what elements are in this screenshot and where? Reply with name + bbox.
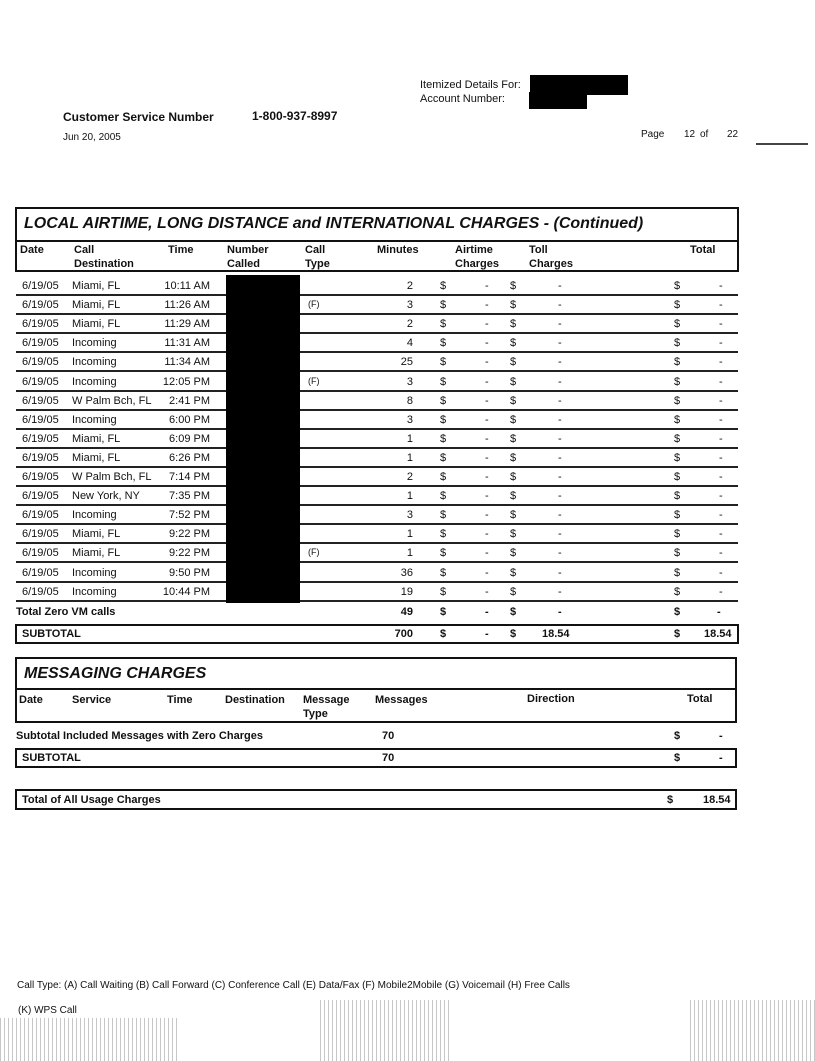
- col-toll-charges: Toll Charges: [529, 244, 574, 270]
- call-destination: Incoming: [72, 337, 117, 350]
- call-minutes: 3: [406, 413, 413, 426]
- call-row: [16, 334, 738, 353]
- airtime-charge: -: [485, 413, 489, 426]
- currency-sign: $: [510, 490, 517, 503]
- currency-sign: $: [440, 566, 447, 579]
- currency-sign: $: [510, 566, 517, 579]
- call-destination: Incoming: [72, 509, 117, 522]
- airtime-charge: -: [485, 394, 489, 407]
- toll-charge: -: [558, 547, 562, 560]
- currency-sign: $: [510, 547, 517, 560]
- included-messages-label: Subtotal Included Messages with Zero Charges: [16, 730, 263, 742]
- call-date: 6/19/05: [22, 528, 59, 541]
- call-date: 6/19/05: [22, 451, 59, 464]
- currency-sign: $: [440, 606, 447, 618]
- currency-sign: $: [510, 318, 517, 331]
- call-date: 6/19/05: [22, 509, 59, 522]
- toll-charge: -: [558, 509, 562, 522]
- airtime-charge: -: [485, 280, 489, 292]
- call-date: 6/19/05: [22, 471, 59, 483]
- currency-sign: $: [510, 394, 517, 407]
- currency-sign: $: [440, 547, 447, 560]
- call-row: [16, 392, 738, 411]
- airtime-charge: -: [485, 585, 489, 598]
- call-time: 10:11 AM: [164, 280, 210, 292]
- messaging-subtotal-row: [16, 749, 738, 768]
- call-row: [16, 564, 738, 583]
- call-time: 7:14 PM: [169, 471, 210, 483]
- msg-col-destination: Destination: [225, 694, 285, 706]
- currency-sign: $: [674, 606, 681, 618]
- calls-subtotal-row: [16, 625, 738, 644]
- messaging-subtotal-label: SUBTOTAL: [22, 752, 81, 764]
- col-call-type: Call Type: [305, 244, 330, 270]
- toll-charge: -: [558, 451, 562, 464]
- call-date: 6/19/05: [22, 375, 59, 388]
- msg-col-direction: Direction: [527, 693, 575, 705]
- currency-sign: $: [674, 394, 681, 407]
- row-total: -: [719, 318, 723, 331]
- toll-charge: -: [558, 490, 562, 503]
- included-messages-total: -: [719, 730, 723, 742]
- col-airtime-charges: Airtime Charges: [455, 244, 500, 270]
- toll-charge: -: [558, 528, 562, 541]
- zero-vm-label: Total Zero VM calls: [16, 606, 116, 618]
- toll-charge: -: [558, 471, 562, 483]
- call-row: [16, 411, 738, 430]
- call-date: 6/19/05: [22, 299, 59, 312]
- airtime-charge: -: [485, 432, 489, 445]
- call-minutes: 4: [406, 337, 413, 350]
- row-total: -: [719, 528, 723, 541]
- calls-subtotal-label: SUBTOTAL: [22, 628, 81, 640]
- row-total: -: [719, 413, 723, 426]
- redacted-account-number: [529, 92, 587, 109]
- included-messages-count: 70: [382, 730, 395, 742]
- call-time: 2:41 PM: [169, 394, 210, 407]
- currency-sign: $: [440, 628, 447, 640]
- call-minutes: 1: [406, 432, 413, 445]
- row-total: -: [719, 471, 723, 483]
- scan-noise: [0, 1018, 180, 1061]
- currency-sign: $: [674, 413, 681, 426]
- call-date: 6/19/05: [22, 566, 59, 579]
- call-destination: W Palm Bch, FL: [72, 471, 152, 483]
- call-time: 11:29 AM: [164, 318, 210, 331]
- currency-sign: $: [674, 528, 681, 541]
- toll-charge: -: [558, 432, 562, 445]
- calls-section-title: LOCAL AIRTIME, LONG DISTANCE and INTERNATIONAL CHARGES - (Continued): [24, 215, 644, 232]
- airtime-charge: -: [485, 471, 489, 483]
- airtime-charge: -: [485, 490, 489, 503]
- page-number: 12: [684, 129, 696, 140]
- currency-sign: $: [510, 432, 517, 445]
- call-time: 11:31 AM: [164, 337, 210, 350]
- call-destination: Miami, FL: [72, 547, 121, 560]
- call-destination: W Palm Bch, FL: [72, 394, 152, 407]
- airtime-charge: -: [485, 451, 489, 464]
- call-time: 9:50 PM: [169, 566, 210, 579]
- currency-sign: $: [510, 585, 517, 598]
- call-type: (F): [308, 299, 320, 310]
- call-minutes: 25: [400, 356, 413, 369]
- row-total: -: [719, 509, 723, 522]
- airtime-charge: -: [485, 299, 489, 312]
- call-destination: Miami, FL: [72, 528, 121, 541]
- currency-sign: $: [674, 356, 681, 369]
- currency-sign: $: [440, 585, 447, 598]
- currency-sign: $: [674, 299, 681, 312]
- zero-vm-toll: -: [558, 606, 562, 618]
- currency-sign: $: [440, 394, 447, 407]
- airtime-charge: -: [485, 528, 489, 541]
- msg-col-message-type: Message Type: [303, 694, 350, 720]
- col-total: Total: [690, 244, 716, 256]
- customer-service-number: 1-800-937-8997: [252, 109, 338, 123]
- call-date: 6/19/05: [22, 394, 59, 407]
- call-row: [16, 487, 738, 506]
- call-destination: New York, NY: [72, 490, 140, 503]
- call-time: 12:05 PM: [162, 375, 210, 388]
- row-total: -: [719, 299, 723, 312]
- currency-sign: $: [674, 490, 681, 503]
- call-minutes: 3: [406, 509, 413, 522]
- toll-charge: -: [558, 394, 562, 407]
- call-minutes: 2: [406, 280, 413, 292]
- toll-charge: -: [558, 566, 562, 579]
- statement-date: Jun 20, 2005: [63, 132, 121, 143]
- call-row: [16, 353, 738, 372]
- currency-sign: $: [674, 375, 681, 388]
- call-minutes: 2: [406, 318, 413, 331]
- currency-sign: $: [674, 628, 681, 640]
- currency-sign: $: [440, 471, 447, 483]
- row-total: -: [719, 337, 723, 350]
- calls-subtotal-minutes: 700: [394, 628, 413, 640]
- call-date: 6/19/05: [22, 585, 59, 598]
- call-time: 6:09 PM: [169, 432, 210, 445]
- currency-sign: $: [510, 451, 517, 464]
- call-date: 6/19/05: [22, 280, 59, 292]
- row-total: -: [719, 451, 723, 464]
- row-divider: [16, 600, 738, 602]
- airtime-charge: -: [485, 356, 489, 369]
- call-time: 6:00 PM: [169, 413, 210, 426]
- call-time: 7:35 PM: [169, 490, 210, 503]
- airtime-charge: -: [485, 337, 489, 350]
- currency-sign: $: [510, 471, 517, 483]
- col-date: Date: [20, 244, 44, 256]
- account-number-label: Account Number:: [420, 93, 505, 105]
- call-destination: Incoming: [72, 585, 117, 598]
- call-row: [16, 373, 738, 392]
- row-total: -: [719, 280, 723, 292]
- msg-col-date: Date: [19, 694, 43, 706]
- call-time: 11:26 AM: [164, 299, 210, 312]
- messaging-subtotal-count: 70: [382, 752, 395, 764]
- call-minutes: 1: [406, 451, 413, 464]
- currency-sign: $: [440, 337, 447, 350]
- row-total: -: [719, 394, 723, 407]
- toll-charge: -: [558, 280, 562, 292]
- currency-sign: $: [674, 566, 681, 579]
- redacted-numbers-called: [226, 275, 300, 603]
- scan-noise: [320, 1000, 450, 1061]
- call-destination: Incoming: [72, 566, 117, 579]
- currency-sign: $: [510, 299, 517, 312]
- row-total: -: [719, 547, 723, 560]
- call-type-legend: Call Type: (A) Call Waiting (B) Call Forward (C) Conference Call (E) Data/Fax (F) Mobile2Mobile (G) Voicemail (H) Free Calls: [17, 980, 570, 991]
- call-minutes: 1: [406, 547, 413, 560]
- page-of-label: of: [700, 129, 709, 140]
- call-minutes: 3: [406, 375, 413, 388]
- currency-sign: $: [440, 509, 447, 522]
- zero-vm-minutes: 49: [400, 606, 413, 618]
- currency-sign: $: [510, 413, 517, 426]
- call-destination: Miami, FL: [72, 451, 121, 464]
- call-minutes: 3: [406, 299, 413, 312]
- currency-sign: $: [510, 375, 517, 388]
- grand-total-label: Total of All Usage Charges: [22, 794, 161, 806]
- call-row: [16, 296, 738, 315]
- col-time: Time: [168, 244, 194, 256]
- currency-sign: $: [440, 318, 447, 331]
- page-total: 22: [727, 129, 739, 140]
- call-time: 10:44 PM: [162, 585, 210, 598]
- col-number-called: Number Called: [227, 244, 269, 270]
- call-date: 6/19/05: [22, 356, 59, 369]
- currency-sign: $: [674, 280, 681, 292]
- currency-sign: $: [440, 528, 447, 541]
- call-time: 7:52 PM: [169, 509, 210, 522]
- currency-sign: $: [674, 318, 681, 331]
- currency-sign: $: [440, 375, 447, 388]
- currency-sign: $: [510, 356, 517, 369]
- currency-sign: $: [440, 490, 447, 503]
- toll-charge: -: [558, 585, 562, 598]
- row-total: -: [719, 375, 723, 388]
- row-total: -: [719, 490, 723, 503]
- call-row: [16, 583, 738, 602]
- call-row: [16, 506, 738, 525]
- zero-vm-airtime: -: [485, 606, 489, 618]
- call-row: [16, 277, 738, 296]
- toll-charge: -: [558, 413, 562, 426]
- toll-charge: -: [558, 299, 562, 312]
- scan-noise: [690, 1000, 815, 1061]
- currency-sign: $: [674, 337, 681, 350]
- grand-total-row: [16, 791, 738, 810]
- airtime-charge: -: [485, 375, 489, 388]
- call-row: [16, 468, 738, 487]
- page-label: Page: [641, 129, 665, 140]
- call-row: [16, 544, 738, 563]
- msg-col-service: Service: [72, 694, 112, 706]
- included-messages-row: [16, 727, 738, 746]
- airtime-charge: -: [485, 318, 489, 331]
- call-time: 6:26 PM: [169, 451, 210, 464]
- call-destination: Incoming: [72, 413, 117, 426]
- toll-charge: -: [558, 337, 562, 350]
- margin-mark: [756, 143, 808, 145]
- msg-col-messages: Messages: [375, 694, 428, 706]
- call-destination: Incoming: [72, 356, 117, 369]
- call-minutes: 1: [406, 490, 413, 503]
- toll-charge: -: [558, 318, 562, 331]
- toll-charge: -: [558, 375, 562, 388]
- currency-sign: $: [440, 356, 447, 369]
- currency-sign: $: [674, 432, 681, 445]
- currency-sign: $: [510, 628, 517, 640]
- call-type: (F): [308, 375, 320, 386]
- row-total: -: [719, 356, 723, 369]
- currency-sign: $: [440, 451, 447, 464]
- call-date: 6/19/05: [22, 318, 59, 331]
- itemized-details-label: Itemized Details For:: [420, 79, 521, 91]
- call-date: 6/19/05: [22, 432, 59, 445]
- row-total: -: [719, 566, 723, 579]
- currency-sign: $: [440, 432, 447, 445]
- currency-sign: $: [510, 528, 517, 541]
- calls-subtotal-airtime: -: [485, 628, 489, 640]
- call-time: 9:22 PM: [169, 547, 210, 560]
- call-minutes: 2: [406, 471, 413, 483]
- call-row: [16, 525, 738, 544]
- currency-sign: $: [674, 585, 681, 598]
- grand-total-value: 18.54: [703, 794, 731, 806]
- currency-sign: $: [674, 752, 681, 764]
- call-minutes: 36: [400, 566, 413, 579]
- msg-col-total: Total: [687, 693, 713, 705]
- call-date: 6/19/05: [22, 490, 59, 503]
- currency-sign: $: [510, 337, 517, 350]
- col-call-destination: Call Destination: [74, 244, 134, 270]
- currency-sign: $: [510, 280, 517, 292]
- call-destination: Miami, FL: [72, 299, 121, 312]
- msg-col-time: Time: [167, 694, 193, 706]
- call-row: [16, 430, 738, 449]
- currency-sign: $: [674, 547, 681, 560]
- row-total: -: [719, 432, 723, 445]
- currency-sign: $: [440, 299, 447, 312]
- messaging-section-title: MESSAGING CHARGES: [24, 665, 207, 682]
- col-minutes: Minutes: [377, 244, 419, 256]
- call-time: 11:34 AM: [164, 356, 210, 369]
- calls-subtotal-toll: 18.54: [542, 628, 570, 640]
- airtime-charge: -: [485, 566, 489, 579]
- call-minutes: 1: [406, 528, 413, 541]
- zero-vm-row: [16, 603, 738, 622]
- currency-sign: $: [510, 509, 517, 522]
- call-date: 6/19/05: [22, 547, 59, 560]
- call-row: [16, 449, 738, 468]
- call-destination: Miami, FL: [72, 432, 121, 445]
- call-type-legend-line2: (K) WPS Call: [18, 1005, 77, 1016]
- airtime-charge: -: [485, 547, 489, 560]
- call-minutes: 8: [406, 394, 413, 407]
- row-total: -: [719, 585, 723, 598]
- call-time: 9:22 PM: [169, 528, 210, 541]
- toll-charge: -: [558, 356, 562, 369]
- call-date: 6/19/05: [22, 413, 59, 426]
- messaging-subtotal-total: -: [719, 752, 723, 764]
- currency-sign: $: [440, 280, 447, 292]
- call-date: 6/19/05: [22, 337, 59, 350]
- zero-vm-total: -: [717, 606, 721, 618]
- call-destination: Miami, FL: [72, 280, 121, 292]
- customer-service-label: Customer Service Number: [63, 110, 214, 124]
- currency-sign: $: [674, 509, 681, 522]
- call-destination: Miami, FL: [72, 318, 121, 331]
- call-row: [16, 315, 738, 334]
- currency-sign: $: [674, 730, 681, 742]
- currency-sign: $: [674, 471, 681, 483]
- call-type: (F): [308, 547, 320, 558]
- currency-sign: $: [510, 606, 517, 618]
- airtime-charge: -: [485, 509, 489, 522]
- currency-sign: $: [440, 413, 447, 426]
- call-destination: Incoming: [72, 375, 117, 388]
- currency-sign: $: [674, 451, 681, 464]
- calls-subtotal-total: 18.54: [704, 628, 732, 640]
- call-minutes: 19: [400, 585, 413, 598]
- currency-sign: $: [667, 794, 674, 806]
